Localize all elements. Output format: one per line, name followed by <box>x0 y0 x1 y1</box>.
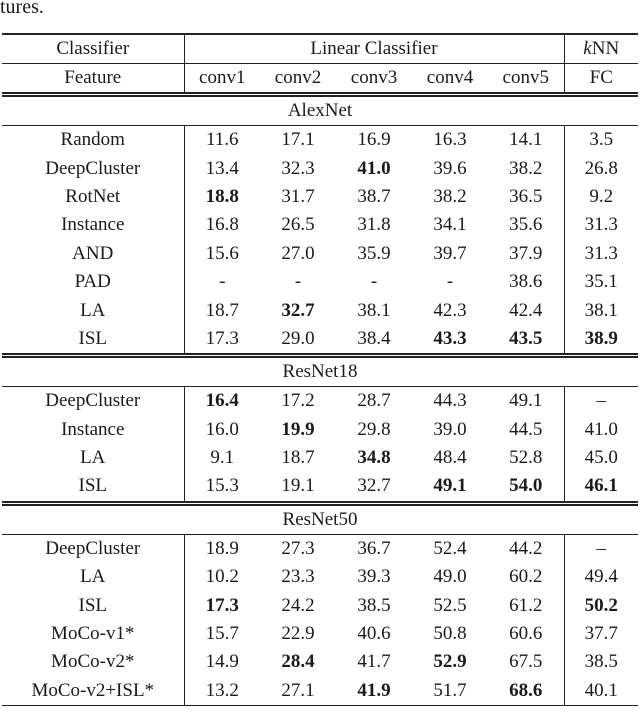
value-cell-conv2: 27.3 <box>281 537 315 559</box>
value-cell-conv1: 18.9 <box>205 537 239 559</box>
value-cell-conv3: 38.1 <box>357 299 391 321</box>
value-cell-conv3: 38.5 <box>357 594 391 616</box>
value-cell-conv4: 43.3 <box>412 325 488 356</box>
table-row <box>2 325 638 356</box>
value-cell-conv4: 49.1 <box>412 472 488 503</box>
value-cell-conv5: 38.6 <box>488 268 564 296</box>
section-header-row <box>2 503 638 534</box>
value-cell-conv3: 28.7 <box>357 390 391 412</box>
value-cell-conv1: 9.1 <box>210 447 235 469</box>
value-cell-conv3: 29.8 <box>357 418 391 440</box>
method-name: LA <box>2 296 184 324</box>
value-cell-conv1: 15.3 <box>184 472 260 503</box>
value-cell-fc: 35.1 <box>584 271 618 293</box>
table-row <box>2 677 638 706</box>
value-cell-conv1: 17.3 <box>184 325 260 356</box>
method-name: MoCo-v1* <box>2 620 184 648</box>
value-cell-conv1: 10.2 <box>205 566 239 588</box>
knn-k: k <box>583 38 592 59</box>
value-cell-conv1: 16.4 <box>205 390 239 412</box>
col-header-conv1: conv1 <box>184 64 260 95</box>
value-cell-conv5: 43.5 <box>488 325 564 356</box>
value-cell-conv1: 17.3 <box>205 594 239 616</box>
section-title: AlexNet <box>2 95 638 126</box>
value-cell-fc: 50.2 <box>584 594 618 616</box>
table-row <box>2 211 638 239</box>
method-name: DeepCluster <box>2 387 184 416</box>
value-cell-conv1: 15.7 <box>205 623 239 645</box>
method-name: Instance <box>2 211 184 239</box>
value-cell-conv5: 68.6 <box>488 677 564 706</box>
method-name: Instance <box>2 416 184 444</box>
value-cell-conv3: 41.0 <box>357 157 391 179</box>
value-cell-conv1: 15.6 <box>205 242 239 264</box>
value-cell-conv5: 54.0 <box>488 472 564 503</box>
value-cell-conv3: 34.8 <box>357 447 391 469</box>
value-cell-conv2: 17.2 <box>281 390 315 412</box>
value-cell-fc: 38.9 <box>564 325 638 356</box>
value-cell-conv4: 16.3 <box>433 129 467 151</box>
header-row-feature <box>2 64 638 95</box>
classifier-header: Classifier <box>2 34 184 64</box>
value-cell-conv3: 38.4 <box>336 325 412 356</box>
knn-header <box>564 34 638 64</box>
method-name: DeepCluster <box>2 154 184 182</box>
method-name: ISL <box>2 591 184 619</box>
method-name: LA <box>2 563 184 591</box>
value-cell-conv4: 44.3 <box>433 390 467 412</box>
caption-tail-text: tures. <box>0 0 44 18</box>
value-cell-fc: – <box>596 537 606 559</box>
results-table <box>2 33 638 706</box>
value-cell-conv3: 32.7 <box>336 472 412 503</box>
value-cell-conv1: 11.6 <box>205 129 239 151</box>
method-name: ISL <box>2 325 184 356</box>
value-cell-conv4: 38.2 <box>433 185 467 207</box>
col-header-conv2: conv2 <box>260 64 336 95</box>
method-name: LA <box>2 444 184 472</box>
table-row <box>2 126 638 155</box>
value-cell-conv1: 16.8 <box>205 214 239 236</box>
value-cell-conv5: 38.2 <box>488 154 564 182</box>
value-cell-conv1: 13.4 <box>205 157 239 179</box>
section-title: ResNet18 <box>2 356 638 387</box>
value-cell-conv3: - <box>370 271 378 293</box>
value-cell-conv2: 23.3 <box>281 566 315 588</box>
header-row-classifier <box>2 34 638 64</box>
value-cell-conv3: 38.7 <box>357 185 391 207</box>
table-row <box>2 620 638 648</box>
method-name: MoCo-v2+ISL* <box>2 677 184 706</box>
value-cell-conv3: 41.9 <box>336 677 412 706</box>
value-cell-conv5: 36.5 <box>488 183 564 211</box>
value-cell-conv1: 14.9 <box>205 651 239 673</box>
value-cell-fc: 38.1 <box>584 299 618 321</box>
method-name: Random <box>2 126 184 155</box>
section-title: ResNet50 <box>2 503 638 534</box>
value-cell-conv4: 39.7 <box>433 242 467 264</box>
linear-classifier-header: Linear Classifier <box>184 34 564 64</box>
value-cell-conv2: 17.1 <box>281 129 315 151</box>
value-cell-conv2: 32.3 <box>281 157 315 179</box>
value-cell-fc: 45.0 <box>584 447 618 469</box>
feature-header: Feature <box>2 64 184 95</box>
value-cell-conv3: 35.9 <box>357 242 391 264</box>
section-header-row <box>2 95 638 126</box>
value-cell-fc: 31.3 <box>584 214 618 236</box>
value-cell-fc: 26.8 <box>584 157 618 179</box>
value-cell-conv5: 37.9 <box>488 240 564 268</box>
value-cell-conv4: 49.0 <box>433 566 467 588</box>
value-cell-conv5: 42.4 <box>488 296 564 324</box>
value-cell-conv2: 32.7 <box>281 299 315 321</box>
value-cell-conv2: 28.4 <box>281 651 315 673</box>
value-cell-conv4: 42.3 <box>433 299 467 321</box>
value-cell-conv4: 34.1 <box>433 214 467 236</box>
value-cell-conv5: 14.1 <box>488 126 564 155</box>
col-header-conv3: conv3 <box>336 64 412 95</box>
method-name: RotNet <box>2 183 184 211</box>
value-cell-fc: – <box>596 390 606 412</box>
method-name: AND <box>2 240 184 268</box>
value-cell-fc: 46.1 <box>564 472 638 503</box>
value-cell-conv1: 18.8 <box>205 185 239 207</box>
value-cell-conv2: 19.1 <box>260 472 336 503</box>
value-cell-conv5: 60.6 <box>488 620 564 648</box>
value-cell-conv3: 39.3 <box>357 566 391 588</box>
section-header-row <box>2 356 638 387</box>
value-cell-conv4: 48.4 <box>433 447 467 469</box>
value-cell-fc: 40.1 <box>564 677 638 706</box>
value-cell-conv3: 41.7 <box>357 651 391 673</box>
value-cell-conv2: 18.7 <box>281 447 315 469</box>
value-cell-conv5: 61.2 <box>488 591 564 619</box>
value-cell-conv1: - <box>219 271 226 293</box>
method-name: DeepCluster <box>2 534 184 563</box>
value-cell-conv4: 39.0 <box>433 418 467 440</box>
value-cell-conv5: 44.2 <box>488 534 564 563</box>
col-header-conv5: conv5 <box>488 64 564 95</box>
value-cell-fc: 9.2 <box>589 185 614 207</box>
col-header-conv4: conv4 <box>412 64 488 95</box>
value-cell-fc: 3.5 <box>589 129 614 151</box>
table-row <box>2 240 638 268</box>
table-row <box>2 563 638 591</box>
table-row <box>2 183 638 211</box>
value-cell-conv2: 26.5 <box>281 214 315 236</box>
value-cell-fc: 31.3 <box>584 242 618 264</box>
table-row <box>2 591 638 619</box>
method-name: ISL <box>2 472 184 503</box>
value-cell-conv1: 16.0 <box>205 418 239 440</box>
value-cell-conv5: 52.8 <box>488 444 564 472</box>
value-cell-conv3: 36.7 <box>357 537 391 559</box>
value-cell-conv5: 60.2 <box>488 563 564 591</box>
table-row <box>2 387 638 416</box>
value-cell-conv2: 24.2 <box>281 594 315 616</box>
value-cell-conv4: - <box>446 271 454 293</box>
table-row <box>2 268 638 296</box>
value-cell-conv4: 52.9 <box>433 651 467 673</box>
method-name: MoCo-v2* <box>2 648 184 676</box>
method-name: PAD <box>2 268 184 296</box>
value-cell-conv1: 13.2 <box>184 677 260 706</box>
value-cell-conv5: 49.1 <box>488 387 564 416</box>
table-row <box>2 534 638 563</box>
value-cell-conv4: 52.4 <box>433 537 467 559</box>
value-cell-conv3: 31.8 <box>357 214 391 236</box>
value-cell-conv2: 29.0 <box>260 325 336 356</box>
value-cell-conv3: 40.6 <box>357 623 391 645</box>
value-cell-conv5: 67.5 <box>488 648 564 676</box>
value-cell-conv4: 39.6 <box>433 157 467 179</box>
table-row <box>2 648 638 676</box>
value-cell-conv3: 16.9 <box>357 129 391 151</box>
table-row <box>2 154 638 182</box>
col-header-fc: FC <box>564 64 638 95</box>
value-cell-conv2: 27.1 <box>260 677 336 706</box>
value-cell-fc: 49.4 <box>584 566 618 588</box>
table-row <box>2 472 638 503</box>
table-row <box>2 296 638 324</box>
value-cell-conv2: - <box>294 271 302 293</box>
value-cell-conv4: 52.5 <box>433 594 467 616</box>
value-cell-conv2: 27.0 <box>281 242 315 264</box>
value-cell-conv4: 51.7 <box>412 677 488 706</box>
value-cell-fc: 38.5 <box>584 651 618 673</box>
value-cell-conv4: 50.8 <box>433 623 467 645</box>
knn-nn: NN <box>591 38 620 59</box>
value-cell-conv2: 31.7 <box>281 185 315 207</box>
value-cell-conv2: 22.9 <box>281 623 315 645</box>
value-cell-fc: 41.0 <box>584 418 618 440</box>
value-cell-conv5: 44.5 <box>488 416 564 444</box>
value-cell-conv5: 35.6 <box>488 211 564 239</box>
table-row <box>2 444 638 472</box>
value-cell-conv1: 18.7 <box>205 299 239 321</box>
value-cell-conv2: 19.9 <box>281 418 315 440</box>
value-cell-fc: 37.7 <box>584 623 618 645</box>
table-row <box>2 416 638 444</box>
